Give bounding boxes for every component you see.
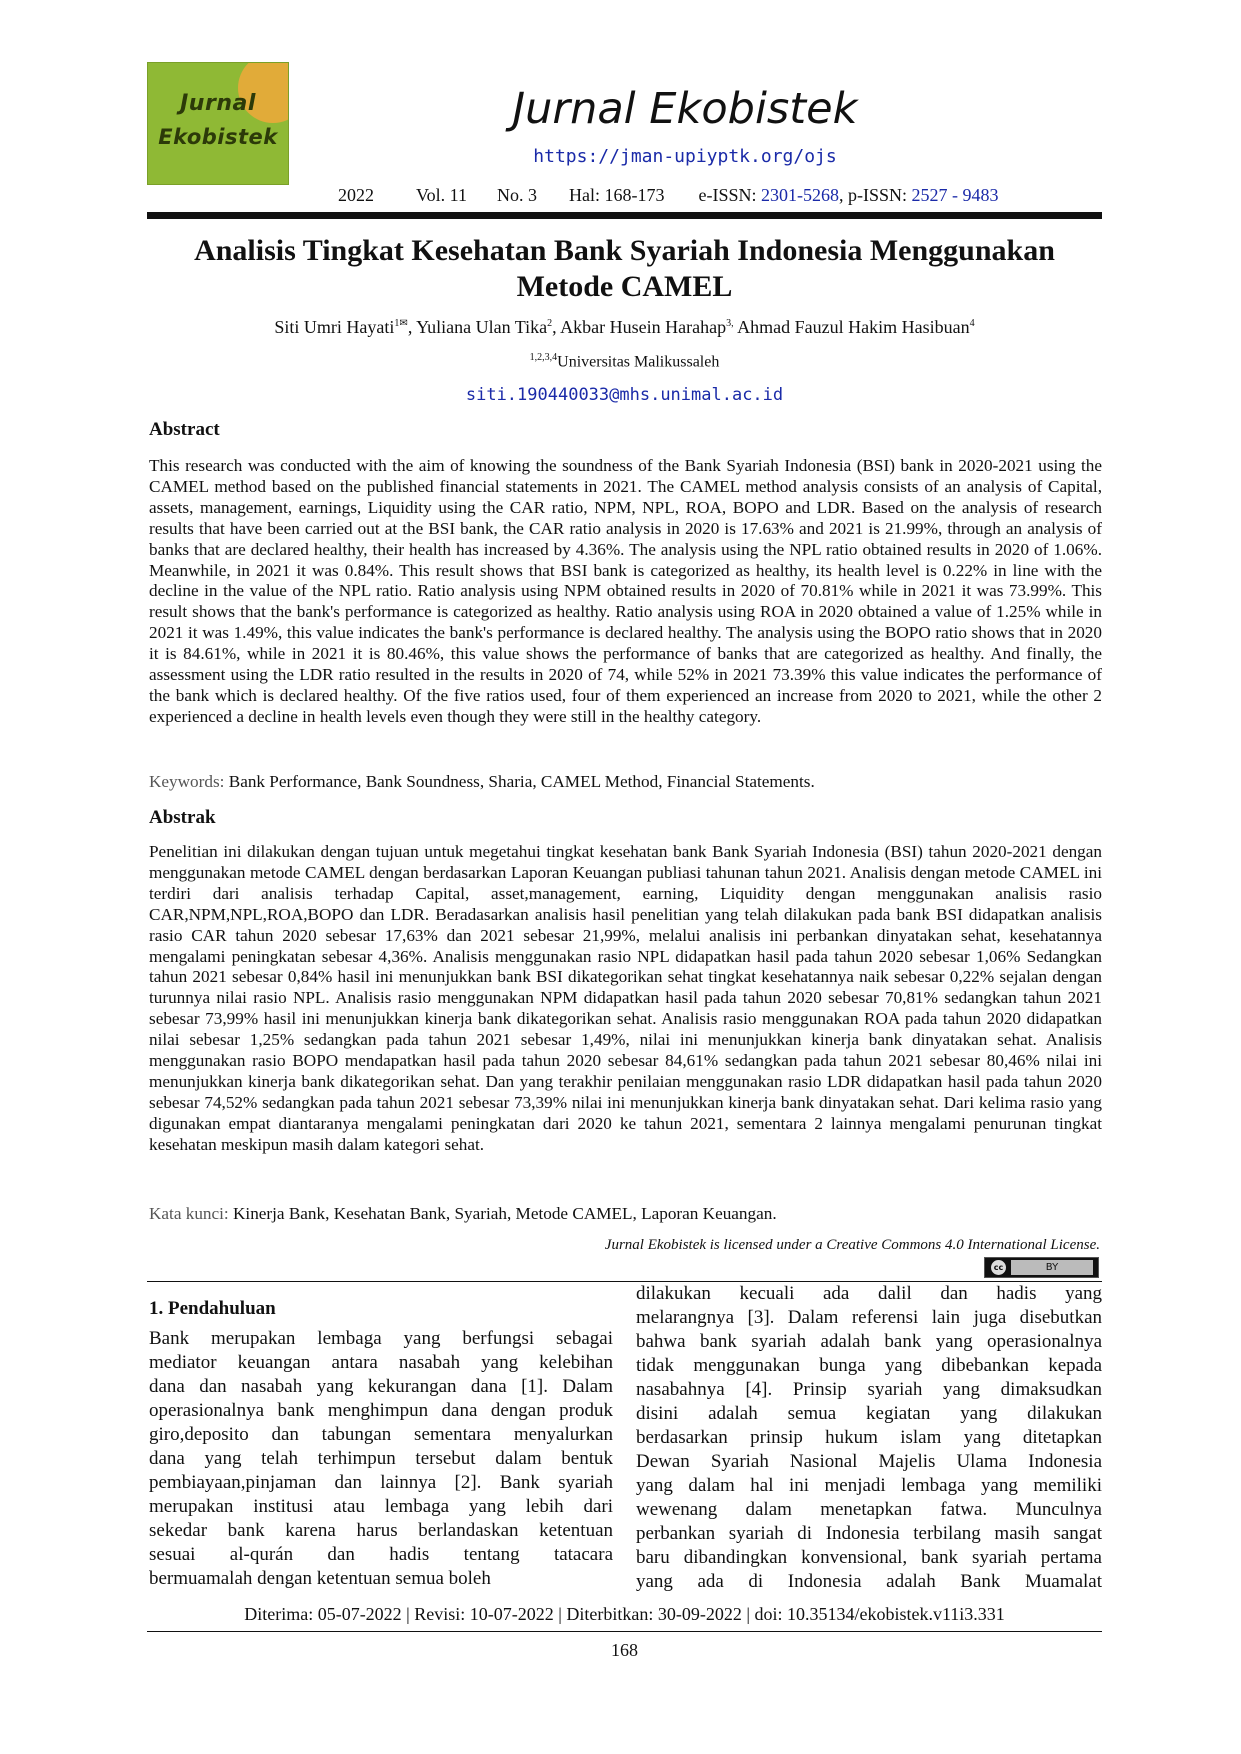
author-2: , Yuliana Ulan Tika [407, 317, 548, 337]
body-line: Bank merupakan lembaga yang berfungsi sebagai [149, 1328, 613, 1349]
affiliation-sup: 1,2,3,4 [529, 352, 558, 363]
author-1-sup[interactable]: 1✉ [394, 318, 408, 329]
kata-kunci-line [149, 1204, 1102, 1224]
pissn-link[interactable]: 2527 - 9483 [911, 185, 999, 205]
body-line: merupakan institusi atau lembaga yang lebih dari [149, 1496, 613, 1517]
abstrak-heading: Abstrak [149, 807, 216, 828]
keywords-label: Keywords: [149, 772, 229, 791]
body-line: yang ada di Indonesia adalah Bank Muamalat [636, 1571, 1102, 1592]
body-line: nasabahnya [4]. Prinsip syariah yang dimaksudkan [636, 1379, 1102, 1400]
logo-text-line2: Ekobistek [158, 125, 278, 149]
pissn-label: , p-ISSN: [839, 185, 908, 205]
journal-url-link[interactable]: https://jman-upiyptk.org/ojs [533, 146, 837, 167]
body-line: tidak menggunakan bunga yang dibebankan kepada [636, 1355, 1102, 1376]
body-line: yang dalam hal ini menjadi lembaga yang memiliki [636, 1475, 1102, 1496]
author-3-sup: 3, [726, 318, 734, 329]
header-rule [147, 212, 1102, 219]
author-2-sup: 2 [547, 318, 553, 329]
license-statement[interactable]: Jurnal Ekobistek is licensed under a Creative Commons 4.0 International License. [604, 1237, 1100, 1253]
body-line: berdasarkan prinsip hukum islam yang ditetapkan [636, 1427, 1102, 1448]
body-line: perbankan syariah di Indonesia terbilang masih sangat [636, 1523, 1102, 1544]
kata-kunci-label: Kata kunci: [149, 1204, 233, 1223]
body-line: dilakukan kecuali ada dalil dan hadis yang [636, 1283, 1102, 1304]
by-icon: BY [1011, 1260, 1093, 1275]
body-line: dana yang telah terhimpun tersebut dalam bentuk [149, 1448, 613, 1469]
author-3: , Akbar Husein Harahap [552, 317, 727, 337]
body-line: disini adalah semua kegiatan yang dilakukan [636, 1403, 1102, 1424]
affiliation [147, 352, 1102, 371]
keywords-value: Bank Performance, Bank Soundness, Sharia, CAMEL Method, Financial Statements. [228, 772, 815, 791]
author-list [147, 317, 1102, 338]
cc-by-badge[interactable] [984, 1257, 1099, 1278]
body-line: baru dibandingkan konvensional, bank syariah pertama [636, 1547, 1102, 1568]
issue-volume: Vol. 11 [416, 185, 468, 205]
issue-year: 2022 [338, 185, 374, 205]
page-number: 168 [611, 1640, 638, 1660]
affiliation-name: Universitas Malikussaleh [557, 353, 720, 371]
issue-meta-line [338, 185, 1078, 206]
paper-title-line1: Analisis Tingkat Kesehatan Bank Syariah Indonesia Menggunakan [194, 234, 1055, 267]
body-line: melarangnya [3]. Dalam referensi lain juga disebutkan [636, 1307, 1102, 1328]
paper-title [147, 233, 1102, 305]
cc-icon: cc [991, 1260, 1006, 1275]
issue-number: No. 3 [497, 185, 538, 205]
body-line: bahwa bank syariah adalah bank yang operasionalnya [636, 1331, 1102, 1352]
body-line: pembiayaan,pinjaman dan lainnya [2]. Bank syariah [149, 1472, 613, 1493]
author-1: Siti Umri Hayati [274, 317, 395, 337]
kata-kunci-value: Kinerja Bank, Kesehatan Bank, Syariah, Metode CAMEL, Laporan Keuangan. [233, 1204, 777, 1223]
author-4: Ahmad Fauzul Hakim Hasibuan [733, 317, 970, 337]
body-line: Dewan Syariah Nasional Majelis Ulama Indonesia [636, 1451, 1102, 1472]
footer-rule [147, 1631, 1102, 1632]
body-line: mediator keuangan antara nasabah yang kelebihan [149, 1352, 613, 1373]
body-line: bermuamalah dengan ketentuan semua boleh [149, 1568, 491, 1589]
paper-title-line2: Metode CAMEL [516, 270, 733, 303]
logo-text-line1: Jurnal [180, 91, 256, 116]
keywords-line [149, 772, 1102, 792]
abstract-text: This research was conducted with the aim of knowing the soundness of the Bank Syariah Indonesia (BSI) bank in 2020-2021 using the CAMEL method based on the published financial statements in 2021. The CAMEL method analysis consists of an analysis of Capital, assets, management, earnings, Liquidity using the CAR ratio, NPM, NPL, ROA, BOPO and LDR. Based on the analysis of research results that have been carried out at the BSI bank, the CAR ratio analysis in 2020 is 17.63% and 2021 is 21.99%, through an analysis of banks that are declared healthy, their health has increased by 4.36%. The analysis using the NPL ratio obtained results in 2020 of 1.06%. Meanwhile, in 2021 it was 0.84%. This result shows that BSI bank is categorized as healthy, its health level is 0.22% in line with the decline in the value of the NPL ratio. Ratio analysis using NPM obtained results in 2020 of 70.81% while in 2021 it was 73.99%. This result shows that the bank's performance is categorized as healthy. Ratio analysis using ROA in 2020 obtained a value of 1.25% while in 2021 it was 1.49%, this value indicates the bank's performance is declared healthy. The analysis using the BOPO ratio shows that in 2020 it is 84.61%, while in 2021 it is 80.46%, this value shows the performance of banks that are categorized as healthy. And finally, the assessment using the LDR ratio resulted in the results in 2020 of 74, while 52% in 2021 73.39% this value indicates the performance of the bank which is declared healthy. Of the five ratios used, four of them experienced an increase from 2020 to 2021, while the other 2 experienced a decline in health levels even though they were still in the healthy category. [149, 456, 1102, 726]
body-column-left [149, 1327, 613, 1591]
body-line: wewenang dalam menetapkan fatwa. Munculnya [636, 1499, 1102, 1520]
body-column-right [636, 1282, 1102, 1594]
eissn-label: e-ISSN: [698, 185, 757, 205]
abstrak-text: Penelitian ini dilakukan dengan tujuan untuk megetahui tingkat kesehatan bank Bank Syariah Indonesia (BSI) tahun 2020-2021 dengan menggunakan metode CAMEL dengan berdasarkan Laporan Keuangan publiasi tahunan tahun 2021. Analisis dengan metode CAMEL ini terdiri dari analisis terhadap Capital, asset,management, earning, Liquidity dengan menggunakan analisis rasio CAR,NPM,NPL,ROA,BOPO dan LDR. Beradasarkan analisis hasil penelitian yang telah dilakukan pada bank BSI didapatkan analisis rasio CAR tahun 2020 sebesar 17,63% dan 2021 sebesar 21,99%, melalui analisis ini perbankan dinyatakan sehat, kesehatannya mengalami peningkatan sebesar 4,36%. Analisis menggunakan rasio NPL didapatkan hasil pada tahun 2020 sebesar 1,06% Sedangkan tahun 2021 sebesar 0,84% hasil ini menunjukkan bank BSI dikategorikan sehat tingkat kesehatannya naik sebesar 0,22% sejalan dengan turunnya nilai rasio NPL. Analisis rasio menggunakan NPM didapatkan hasil pada tahun 2020 sebesar 70,81% sedangkan tahun 2021 sebesar 73,99% hasil ini menunjukkan kinerja bank dikategorikan sehat. Analisis rasio menggunakan ROA pada tahun 2020 didapatkan nilai sebesar 1,25% sedangkan pada tahun 2021 sebesar 1,49%, nilai ini menunjukkan kinerja bank dinyatakan sehat. Analisis menggunakan rasio BOPO mendapatkan hasil pada tahun 2020 sebesar 84,61% sedangkan pada tahun 2021 sebesar 80,46% nilai ini menunjukkan kinerja bank dikategorikan sehat. Dan yang terakhir penilaian menggunakan rasio LDR didapatkan hasil pada tahun 2020 sebesar 74,52% sedangkan pada tahun 2021 sebesar 73,39% nilai ini menunjukkan kinerja bank dinyatakan sehat. Dari kelima rasio yang digunakan empat diantaranya mengalami peningkatan dari 2020 ke tahun 2021, sementara 2 lainnya mengalami penurunan tingkat kesehatan meskipun masih dalam kategori sehat. [149, 842, 1102, 1154]
journal-logo [147, 62, 289, 185]
body-line: sesuai al-qurán dan hadis tentang tatacara [149, 1544, 613, 1565]
body-line: operasionalnya bank menghimpun dana dengan produk [149, 1400, 613, 1421]
author-4-sup: 4 [969, 318, 975, 329]
issue-pages: Hal: 168-173 [569, 185, 665, 205]
eissn-link[interactable]: 2301-5268 [761, 185, 839, 205]
body-line: dana dan nasabah yang kekurangan dana [1]. Dalam [149, 1376, 613, 1397]
body-line: giro,deposito dan tabungan sementara menyalurkan [149, 1424, 613, 1445]
publication-dates-footer: Diterima: 05-07-2022 | Revisi: 10-07-2022 | Diterbitkan: 30-09-2022 | doi: 10.35134/ekobistek.v11i3.331 [244, 1604, 1005, 1624]
body-line: sekedar bank karena harus berlandaskan ketentuan [149, 1520, 613, 1541]
section-heading-pendahuluan: 1. Pendahuluan [149, 1298, 276, 1319]
abstract-heading: Abstract [149, 419, 220, 440]
corresponding-email-link[interactable]: siti.190440033@mhs.unimal.ac.id [465, 385, 784, 405]
journal-title: Jurnal Ekobistek [512, 84, 858, 134]
